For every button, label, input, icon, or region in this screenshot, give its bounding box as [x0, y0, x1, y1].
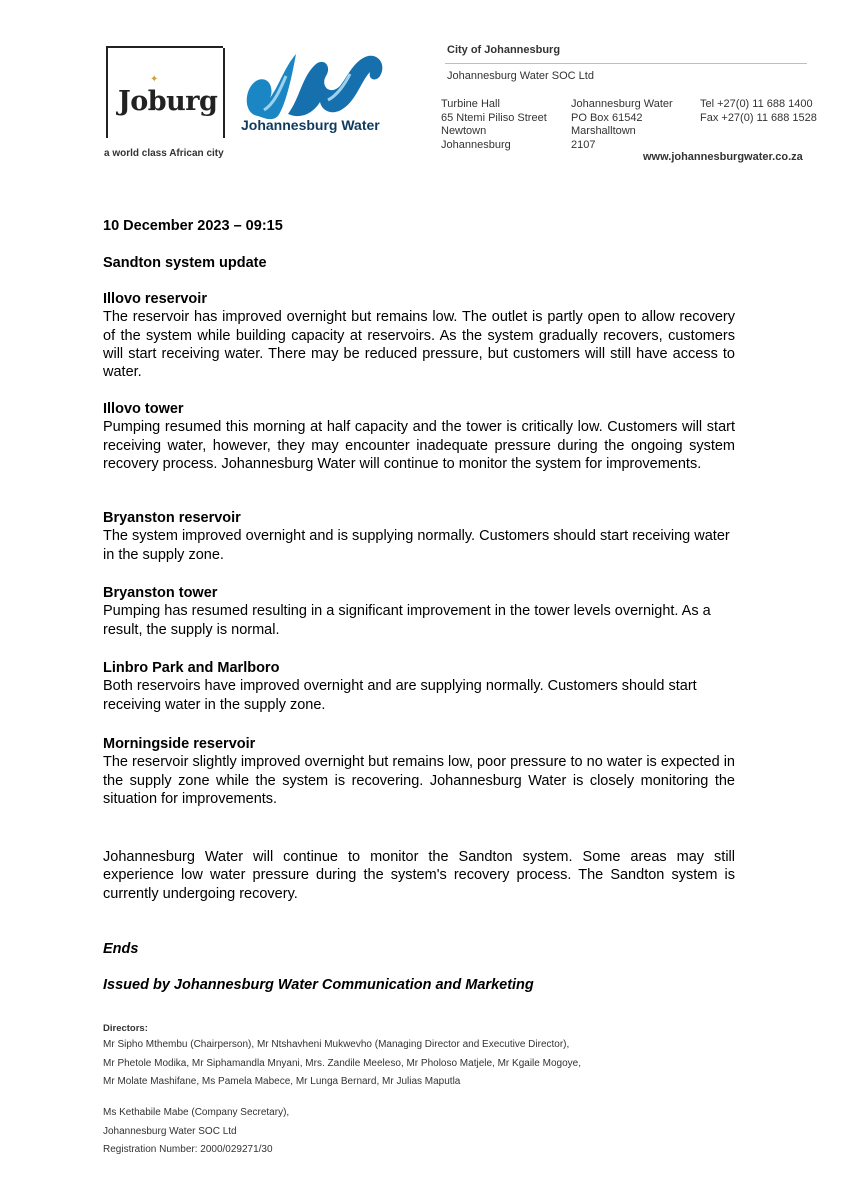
address-line: 2107 — [571, 138, 596, 151]
section-text: Both reservoirs have improved overnight and are supplying normally. Customers should start receiving water in the supply zone. — [103, 678, 697, 713]
address-line: PO Box 61542 — [571, 111, 643, 124]
company-secretary-block — [103, 1104, 753, 1160]
section-morningside-reservoir — [103, 735, 735, 808]
section-heading: Bryanston reservoir — [103, 510, 241, 526]
johannesburg-water-logo-icon — [240, 46, 400, 126]
section-text: Pumping resumed this morning at half capacity and the tower is critically low. Customers will start receiving water, however, they may encounter inadequate pressure during the ongoing system recovery process. Johannesburg Water will continue to monitor the system for improvements. — [103, 419, 735, 472]
contact-numbers — [700, 98, 817, 125]
section-linbro-park-marlboro — [103, 659, 735, 714]
company-name: Johannesburg Water SOC Ltd — [447, 70, 594, 82]
section-heading: Illovo tower — [103, 401, 184, 417]
fax-number: Fax +27(0) 11 688 1528 — [700, 111, 817, 124]
star-icon: ✦ — [150, 74, 159, 85]
registration-number: Registration Number: 2000/029271/30 — [103, 1144, 273, 1155]
section-heading: Illovo reservoir — [103, 291, 207, 307]
address-line: Turbine Hall — [441, 98, 500, 110]
postal-address — [571, 98, 673, 152]
section-text: The system improved overnight and is supplying normally. Customers should start receiving water in the supply zone. — [103, 528, 730, 563]
ends-marker: Ends — [103, 941, 139, 957]
section-heading: Bryanston tower — [103, 585, 218, 601]
section-heading: Linbro Park and Marlboro — [103, 660, 280, 676]
closing-paragraph: Johannesburg Water will continue to monitor the Sandton system. Some areas may still experience low water pressure during the system's recovery process. The Sandton system is currently undergoing recovery. — [103, 849, 735, 902]
directors-line: Mr Phetole Modika, Mr Siphamandla Mnyani, Mrs. Zandile Meeleso, Mr Pholoso Matjele, Mr Kgaile Mogoye, — [103, 1057, 581, 1069]
address-line: Johannesburg — [441, 138, 511, 151]
address-line: Marshalltown — [571, 125, 636, 137]
address-line: 65 Ntemi Piliso Street — [441, 111, 547, 124]
directors-heading: Directors: — [103, 1023, 148, 1034]
joburg-logo: Joburg — [118, 86, 218, 117]
section-bryanston-tower — [103, 584, 735, 639]
section-text: The reservoir slightly improved overnight but remains low, poor pressure to no water is expected in the supply zone while the system is recovering. Johannesburg Water is closely monitoring the situation for improvements. — [103, 754, 735, 807]
release-date: 10 December 2023 – 09:15 — [103, 218, 283, 234]
website-link[interactable]: www.johannesburgwater.co.za — [643, 151, 803, 163]
header-divider — [445, 63, 807, 64]
issued-by: Issued by Johannesburg Water Communication and Marketing — [103, 977, 534, 993]
johannesburg-water-logo-text: Johannesburg Water — [241, 117, 380, 133]
section-illovo-tower — [103, 400, 735, 473]
phone-number: Tel +27(0) 11 688 1400 — [700, 98, 813, 110]
directors-line: Mr Sipho Mthembu (Chairperson), Mr Ntshavheni Mukwevho (Managing Director and Executive Director), — [103, 1039, 570, 1050]
release-title: Sandton system update — [103, 255, 267, 271]
section-text: Pumping has resumed resulting in a significant improvement in the tower levels overnight. As a result, the supply is normal. — [103, 603, 711, 638]
physical-address — [441, 98, 547, 152]
joburg-tagline: a world class African city — [104, 148, 224, 159]
address-line: Johannesburg Water — [571, 98, 673, 110]
secretary-line: Johannesburg Water SOC Ltd — [103, 1125, 237, 1137]
directors-list — [103, 1036, 753, 1092]
section-bryanston-reservoir — [103, 509, 735, 564]
section-heading: Morningside reservoir — [103, 736, 256, 752]
directors-line: Mr Molate Mashifane, Ms Pamela Mabece, Mr Lunga Bernard, Mr Julias Maputla — [103, 1076, 461, 1087]
section-illovo-reservoir — [103, 290, 735, 381]
address-line: Newtown — [441, 125, 487, 137]
section-text: The reservoir has improved overnight but remains low. The outlet is partly open to allow recovery of the system while building capacity at reservoirs. As the system gradually recovers, customers will start receiving water. There may be reduced pressure, but customers will still have access to water. — [103, 309, 735, 381]
city-name: City of Johannesburg — [447, 44, 561, 56]
secretary-line: Ms Kethabile Mabe (Company Secretary), — [103, 1107, 290, 1118]
